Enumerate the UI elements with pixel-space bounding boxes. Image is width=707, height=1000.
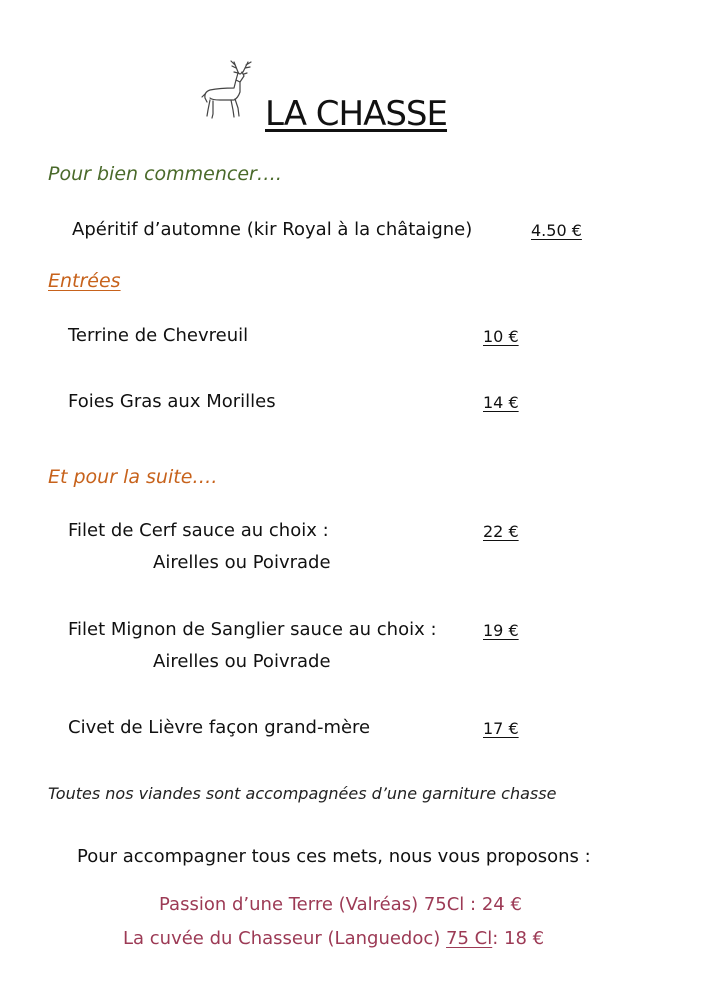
- menu-item-price: 17 €: [483, 719, 519, 738]
- menu-item-name: Foies Gras aux Morilles: [68, 391, 276, 412]
- wine-volume: 75 Cl: [446, 928, 493, 949]
- wine-line-1: Passion d’une Terre (Valréas) 75Cl : 24 €: [159, 894, 522, 915]
- section-heading-entrees: Entrées: [48, 270, 121, 292]
- section-heading-start: Pour bien commencer….: [48, 163, 282, 185]
- menu-item-price: 10 €: [483, 327, 519, 346]
- menu-item-name: Civet de Lièvre façon grand-mère: [68, 717, 371, 738]
- page-title: LA CHASSE: [265, 94, 448, 134]
- deer-icon: [198, 58, 260, 120]
- menu-item-name: Terrine de Chevreuil: [68, 325, 249, 346]
- section-heading-suite: Et pour la suite….: [48, 466, 218, 488]
- menu-item-name: Filet Mignon de Sanglier sauce au choix :: [68, 619, 437, 640]
- menu-item-name: Filet de Cerf sauce au choix :: [68, 520, 329, 541]
- menu-item-price: 4.50 €: [531, 221, 582, 240]
- wine-price: : 18 €: [492, 928, 545, 949]
- menu-item-name: Apéritif d’automne (kir Royal à la châtaigne): [72, 219, 473, 240]
- wine-intro: Pour accompagner tous ces mets, nous vous proposons :: [77, 846, 591, 867]
- menu-item-price: 14 €: [483, 393, 519, 412]
- wine-line-2: [123, 928, 544, 949]
- menu-item-price: 22 €: [483, 522, 519, 541]
- menu-item-sauce: Airelles ou Poivrade: [153, 552, 331, 573]
- menu-item-sauce: Airelles ou Poivrade: [153, 651, 331, 672]
- menu-item-price: 19 €: [483, 621, 519, 640]
- garnish-note: Toutes nos viandes sont accompagnées d’une garniture chasse: [48, 784, 557, 803]
- wine-name: La cuvée du Chasseur (Languedoc): [123, 928, 441, 949]
